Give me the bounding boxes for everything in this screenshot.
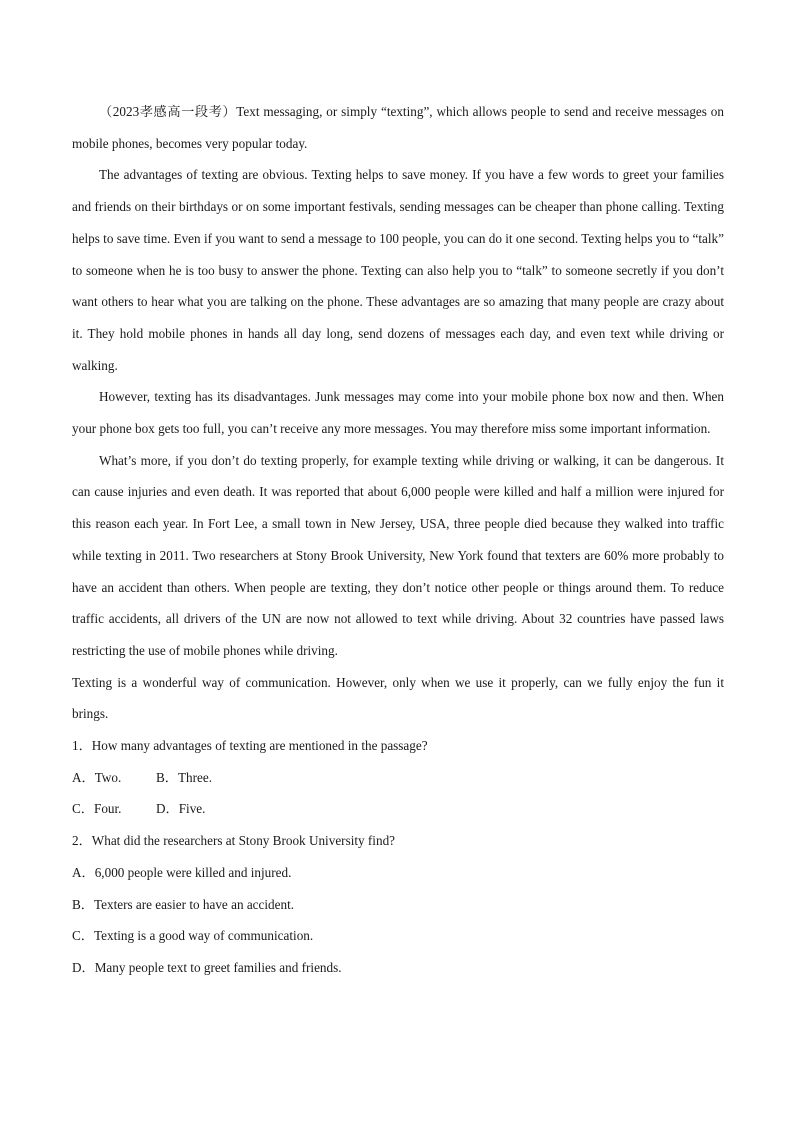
- question-1-options-row-2: [72, 793, 724, 825]
- passage-disadvantages: However, texting has its disadvantages. Junk messages may come into your mobile phone box now and then. When your phone box gets too full, you can’t receive any more messages. You may therefore miss some important information.: [72, 389, 724, 437]
- passage-intro: （2023孝感高一段考）Text messaging, or simply “texting”, which allows people to send and receive messages on mobile phones, becomes very popular today.: [72, 104, 724, 151]
- question-1-option-b[interactable]: B．Three.: [156, 769, 213, 785]
- question-2-option-a[interactable]: A．6,000 people were killed and injured.: [72, 864, 292, 880]
- question-1-stem: 1．How many advantages of texting are mentioned in the passage?: [72, 738, 428, 754]
- question-1-option-d[interactable]: D．Five.: [156, 801, 206, 817]
- question-2-option-c[interactable]: C．Texting is a good way of communication.: [72, 928, 314, 944]
- question-1-option-a[interactable]: A．Two.: [72, 769, 122, 785]
- question-1-option-c[interactable]: C．Four.: [72, 801, 122, 817]
- question-1-options-row-1: [72, 762, 724, 794]
- passage-advantages: The advantages of texting are obvious. Texting helps to save money. If you have a few words to greet your families and friends on their birthdays or on some important festivals, sending messages can be cheaper than phone calling. Texting helps to save time. Even if you want to send a message to 100 people, you can do it one second. Texting helps you to “talk” to someone when he is too busy to answer the phone. Texting can also help you to “talk” to someone secretly if you don’t want others to hear what you are talking on the phone. These advantages are so amazing that many people are crazy about it. They hold mobile phones in hands all day long, send dozens of messages each day, and even text while driving or walking.: [72, 167, 724, 373]
- passage-dangers: What’s more, if you don’t do texting properly, for example texting while driving or walking, it can be dangerous. It can cause injuries and even death. It was reported that about 6,000 people were killed and half a million were injured for this reason each year. In Fort Lee, a small town in New Jersey, USA, three people died because they walked into traffic while texting in 2011. Two researchers at Stony Brook University, New York found that texters are 60% more probably to have an accident than others. When people are texting, they don’t notice other people or things around them. To reduce traffic accidents, all drivers of the UN are now not allowed to text while driving. About 32 countries have passed laws restricting the use of mobile phones while driving.: [72, 452, 724, 658]
- question-2-stem: 2．What did the researchers at Stony Brook University find?: [72, 833, 396, 849]
- passage-conclusion: Texting is a wonderful way of communication. However, only when we use it properly, can we fully enjoy the fun it brings.: [72, 674, 724, 722]
- question-2-option-b[interactable]: B．Texters are easier to have an accident.: [72, 896, 295, 912]
- question-2-option-d[interactable]: D．Many people text to greet families and friends.: [72, 959, 342, 975]
- document-page: [72, 96, 724, 984]
